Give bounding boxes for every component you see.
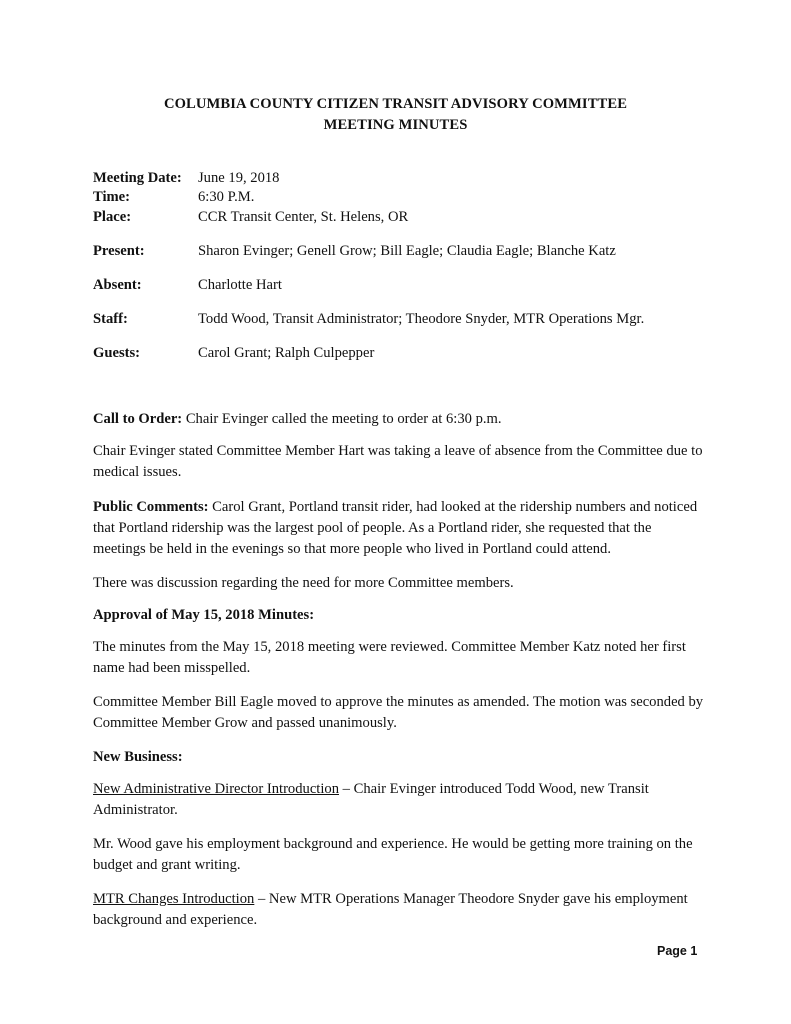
admin-intro-title: New Administrative Director Introduction bbox=[93, 781, 340, 797]
staff-value: Todd Wood, Transit Administrator; Theodore Snyder, MTR Operations Mgr. bbox=[198, 311, 645, 327]
staff-label: Staff: bbox=[93, 311, 128, 327]
public-comments-paragraph bbox=[93, 497, 705, 560]
meeting-place-label: Place: bbox=[93, 209, 132, 225]
meeting-time-label: Time: bbox=[93, 189, 131, 205]
meeting-date-value: June 19, 2018 bbox=[198, 170, 280, 186]
guests-label: Guests: bbox=[93, 345, 141, 361]
discussion-paragraph: There was discussion regarding the need for more Committee members. bbox=[93, 575, 514, 591]
absent-value: Charlotte Hart bbox=[198, 277, 282, 293]
mtr-intro-title: MTR Changes Introduction bbox=[93, 891, 255, 907]
wood-background-paragraph: Mr. Wood gave his employment background and experience. He would be getting more training on the budget and grant writing. bbox=[93, 836, 693, 873]
present-label: Present: bbox=[93, 243, 145, 259]
mtr-intro-paragraph bbox=[93, 889, 705, 931]
public-comments-heading: Public Comments: bbox=[93, 499, 209, 515]
meeting-time-value: 6:30 P.M. bbox=[198, 189, 255, 205]
public-comments-text: Carol Grant, Portland transit rider, had looked at the ridership numbers and noticed that Portland ridership was the largest pool of people. As a Portland rider, she requested that the meetings be held in the evenings so that more people who lived in Portland could attend. bbox=[93, 499, 698, 557]
meeting-date-label: Meeting Date: bbox=[93, 170, 182, 186]
call-to-order-paragraph bbox=[93, 409, 705, 430]
guests-value: Carol Grant; Ralph Culpepper bbox=[198, 345, 375, 361]
approval-heading: Approval of May 15, 2018 Minutes: bbox=[93, 607, 315, 623]
document-subtitle: MEETING MINUTES bbox=[323, 117, 468, 133]
present-value: Sharon Evinger; Genell Grow; Bill Eagle; Claudia Eagle; Blanche Katz bbox=[198, 243, 616, 259]
admin-intro-text: – Chair Evinger introduced Todd Wood, new Transit Administrator. bbox=[93, 781, 649, 818]
mtr-intro-text: – New MTR Operations Manager Theodore Snyder gave his employment background and experience. bbox=[93, 891, 688, 928]
call-to-order-text: Chair Evinger called the meeting to order at 6:30 p.m. bbox=[182, 411, 502, 427]
admin-intro-paragraph bbox=[93, 779, 705, 821]
meeting-place-value: CCR Transit Center, St. Helens, OR bbox=[198, 209, 409, 225]
approval-paragraph-2: Committee Member Bill Eagle moved to approve the minutes as amended. The motion was seconded by Committee Member Grow and passed unanimously. bbox=[93, 694, 704, 731]
leave-of-absence-paragraph: Chair Evinger stated Committee Member Hart was taking a leave of absence from the Committee due to medical issues. bbox=[93, 443, 703, 480]
document-title: COLUMBIA COUNTY CITIZEN TRANSIT ADVISORY COMMITTEE bbox=[163, 96, 628, 112]
page-number: Page 1 bbox=[657, 944, 698, 958]
new-business-heading: New Business: bbox=[93, 749, 183, 765]
absent-label: Absent: bbox=[93, 277, 142, 293]
approval-paragraph-1: The minutes from the May 15, 2018 meeting were reviewed. Committee Member Katz noted her first name had been misspelled. bbox=[93, 639, 686, 676]
call-to-order-heading: Call to Order: bbox=[93, 411, 183, 427]
